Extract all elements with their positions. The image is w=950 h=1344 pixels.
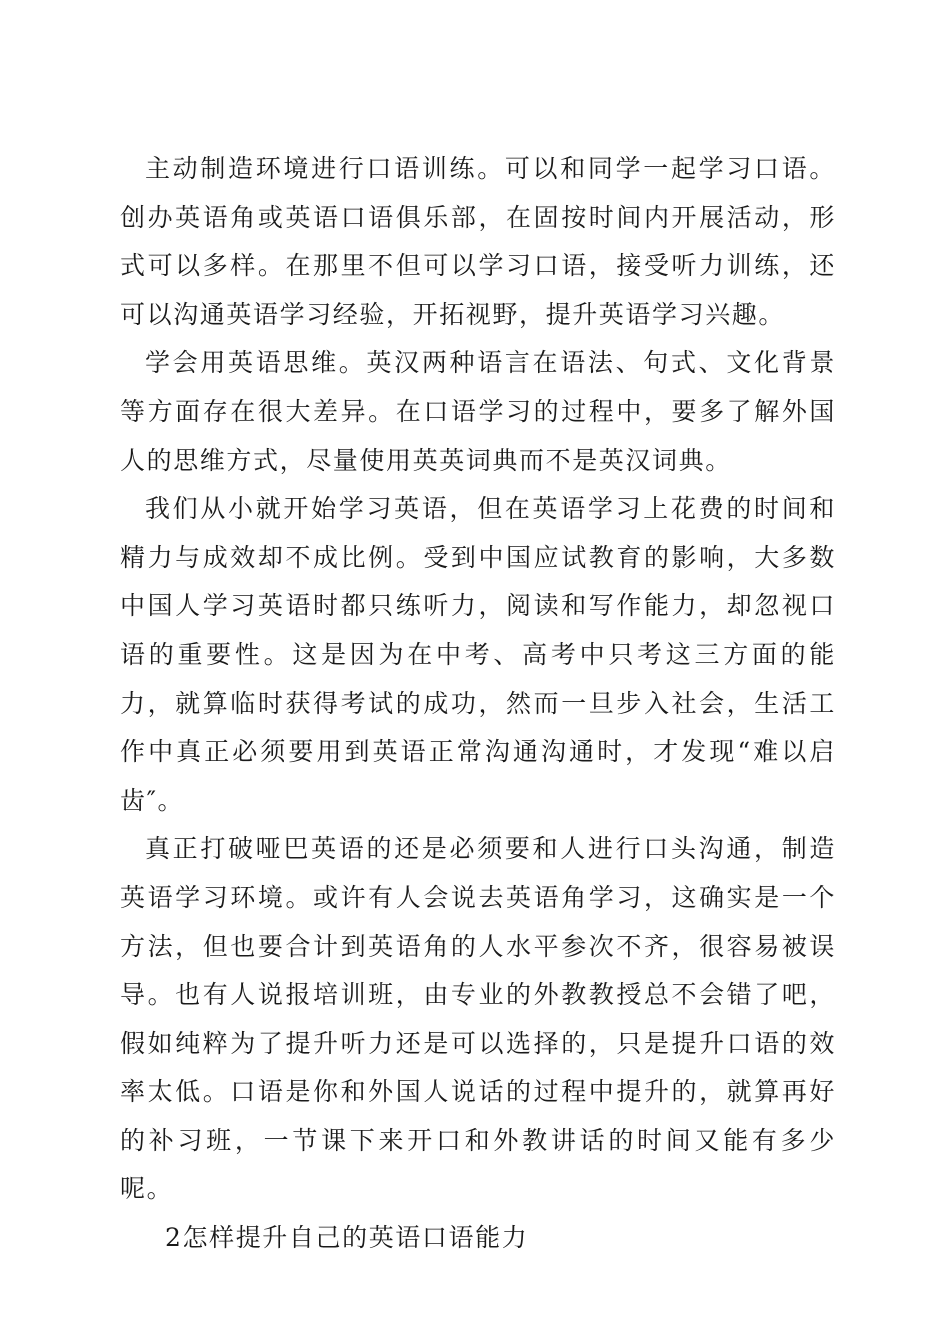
paragraph-learning-background: 我们从小就开始学习英语，但在英语学习上花费的时间和精力与成效却不成比例。受到中国应试教育的影响，大多数中国人学习英语时都只练听力，阅读和写作能力，却忽视口语的重要性。这是因为在中考、高考中只考这三方面的能力，就算临时获得考试的成功，然而一旦步入社会，生活工作中真正必须要用到英语正常沟通沟通时，才发现“难以启齿″。 xyxy=(120,494,836,815)
section-heading: 2怎样提升自己的英语口语能力 xyxy=(165,1223,529,1253)
document-body xyxy=(120,145,836,1263)
paragraph-breaking-silent-english: 真正打破哑巴英语的还是必须要和人进行口头沟通，制造英语学习环境。或许有人会说去英语角学习，这确实是一个方法，但也要合计到英语角的人水平参次不齐，很容易被误导。也有人说报培训班，由专业的外教教授总不会错了吧，假如纯粹为了提升听力还是可以选择的，只是提升口语的效率太低。口语是你和外国人说话的过程中提升的，就算再好的补习班，一节课下来开口和外教讲话的时间又能有多少呢。 xyxy=(120,834,836,1204)
paragraph-speaking-environment: 主动制造环境进行口语训练。可以和同学一起学习口语。创办英语角或英语口语俱乐部，在固按时间内开展活动，形式可以多样。在那里不但可以学习口语，接受听力训练，还可以沟通英语学习经验，开拓视野，提升英语学习兴趣。 xyxy=(120,154,836,329)
paragraph-english-thinking: 学会用英语思维。英汉两种语言在语法、句式、文化背景等方面存在很大差异。在口语学习的过程中，要多了解外国人的思维方式，尽量使用英英词典而不是英汉词典。 xyxy=(120,348,836,475)
